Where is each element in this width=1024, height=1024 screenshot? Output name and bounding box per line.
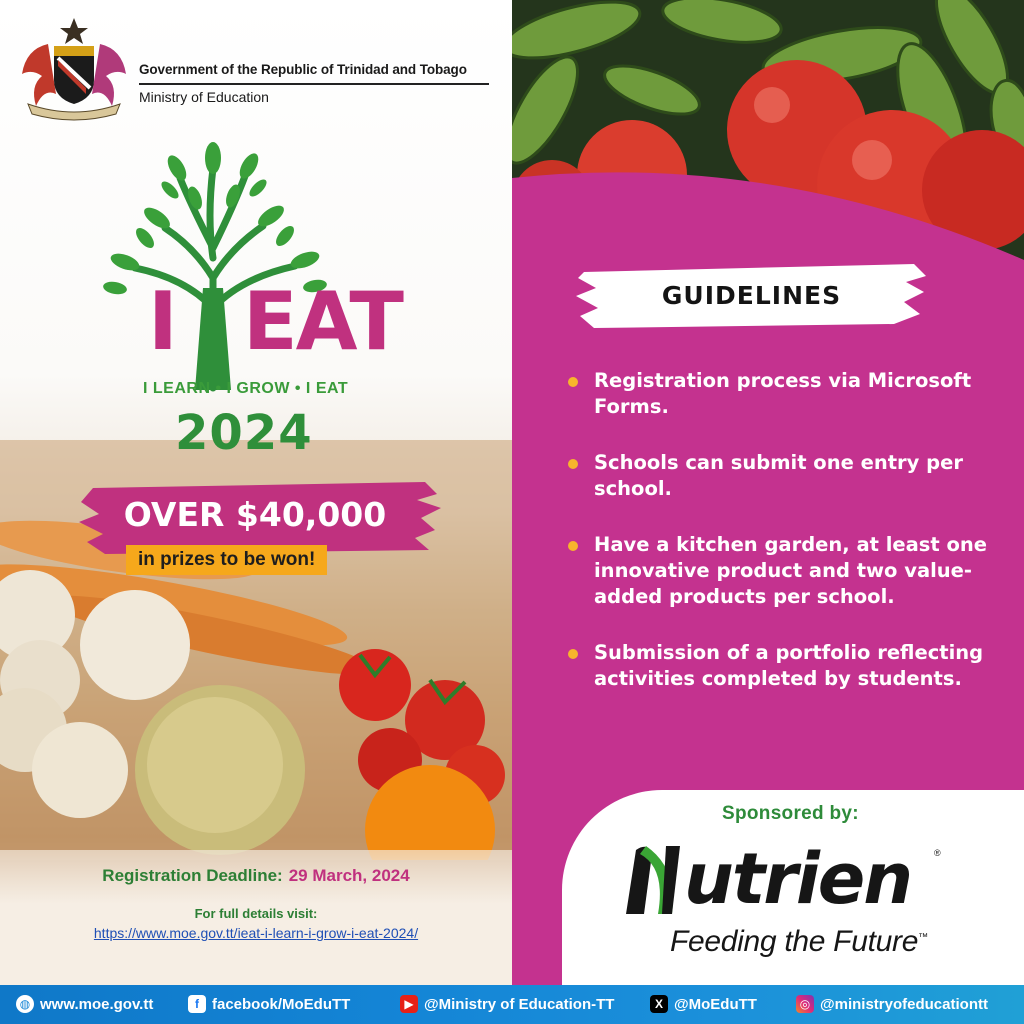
nutrien-leaf-icon (618, 838, 684, 918)
sponsor-label: Sponsored by: (722, 803, 859, 824)
details-label: For full details visit: (194, 906, 318, 921)
prize-note: in prizes to be won! (126, 545, 327, 575)
guideline-text: Registration process via Microsoft Forms. (594, 369, 972, 418)
sponsor-tagline-text: Feeding the Future (670, 925, 919, 958)
footer-x-link[interactable] (650, 995, 757, 1013)
globe-icon: ◍ (16, 995, 34, 1013)
footer-instagram-link[interactable] (796, 995, 988, 1013)
guideline-item (568, 450, 998, 502)
facebook-icon: f (188, 995, 206, 1013)
deadline-value: 29 March, 2024 (288, 866, 410, 885)
guidelines-list (568, 368, 998, 722)
footer-youtube-link[interactable] (400, 995, 614, 1013)
bullet-icon (568, 541, 578, 551)
produce-photo (512, 0, 1024, 270)
guideline-item (568, 368, 998, 420)
guideline-item (568, 532, 998, 610)
x-icon: X (650, 995, 668, 1013)
logo-year: 2024 (175, 405, 313, 461)
guideline-text: Schools can submit one entry per school. (594, 451, 963, 500)
coat-of-arms-icon (18, 14, 130, 122)
youtube-icon: ▶ (400, 995, 418, 1013)
details-link[interactable]: https://www.moe.gov.tt/ieat-i-learn-i-grow-i-eat-2024/ (93, 925, 419, 941)
sponsor-tagline (670, 925, 928, 959)
logo-letters-eat: EAT (243, 275, 402, 368)
registration-deadline (0, 866, 512, 886)
footer-facebook-link[interactable] (188, 995, 350, 1013)
footer-website-link[interactable] (16, 995, 153, 1013)
logo-tagline: I LEARN • I GROW • I EAT (143, 380, 349, 397)
guideline-text: Submission of a portfolio reflecting activities completed by students. (594, 641, 984, 690)
footer-facebook-text: facebook/MoEduTT (212, 995, 351, 1013)
guidelines-title: GUIDELINES (661, 281, 842, 310)
footer-instagram-text: @ministryofeducationtt (820, 995, 988, 1013)
registered-mark: ® (934, 848, 941, 858)
guideline-item (568, 640, 998, 692)
bullet-icon (568, 649, 578, 659)
social-footer (0, 985, 1024, 1024)
footer-website-text: www.moe.gov.tt (40, 995, 154, 1013)
guideline-text: Have a kitchen garden, at least one innovative product and two value-added products per school. (594, 533, 988, 608)
footer-youtube-text: @Ministry of Education-TT (424, 995, 615, 1013)
instagram-icon: ◎ (796, 995, 814, 1013)
bullet-icon (568, 459, 578, 469)
header-divider (139, 83, 489, 85)
government-name: Government of the Republic of Trinidad and Tobago (139, 62, 467, 77)
trademark-mark: ™ (918, 932, 928, 943)
logo-letter-i: I (148, 275, 178, 368)
ministry-name: Ministry of Education (139, 89, 269, 105)
bullet-icon (568, 377, 578, 387)
prize-amount: OVER $40,000 (123, 495, 387, 534)
deadline-label: Registration Deadline: (102, 866, 283, 885)
left-panel (0, 0, 512, 985)
footer-x-text: @MoEduTT (674, 995, 757, 1013)
government-header (18, 14, 498, 124)
nutrien-wordmark: utrien (684, 838, 912, 920)
